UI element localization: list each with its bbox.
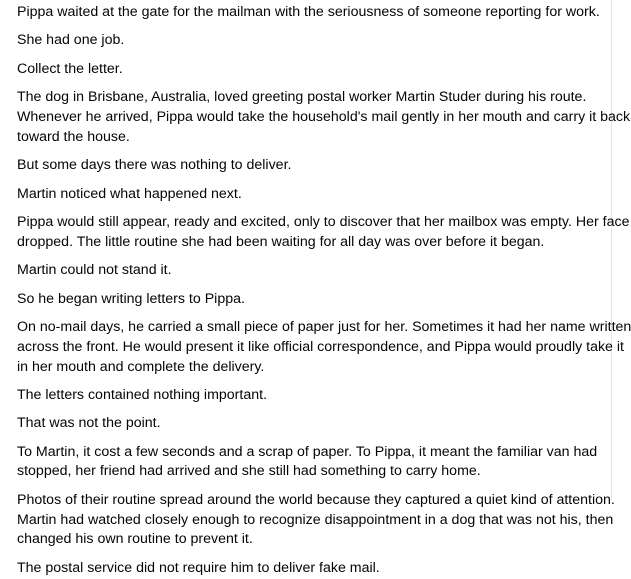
- text-line: Photos of their routine spread around the world because they captured a quiet kind of attention.: [17, 491, 615, 508]
- text-line: To Martin, it cost a few seconds and a scrap of paper. To Pippa, it meant the familiar van had: [17, 443, 598, 460]
- post-paragraph: [17, 213, 630, 253]
- text-line: Pippa would still appear, ready and excited, only to discover that her mailbox was empty. Her face: [17, 213, 630, 230]
- post-paragraph: [17, 386, 611, 406]
- post-paragraph: [17, 559, 611, 579]
- post-paragraph: [17, 443, 611, 483]
- text-line: Martin noticed what happened next.: [17, 185, 242, 202]
- post-paragraph: [17, 156, 611, 176]
- text-line: stopped, her friend had arrived and she still had something to carry home.: [17, 463, 481, 480]
- post-paragraph: [17, 261, 611, 281]
- text-line: The postal service did not require him to deliver fake mail.: [17, 559, 380, 576]
- text-line: across the front. He would present it like official correspondence, and Pippa would proudly take it: [17, 338, 624, 355]
- post-paragraph: [17, 290, 611, 310]
- post-paragraph: [17, 3, 611, 23]
- text-line: She had one job.: [17, 32, 125, 49]
- text-line: Whenever he arrived, Pippa would take the household's mail gently in her mouth and carry it back: [17, 108, 631, 125]
- text-line: That was not the point.: [17, 415, 161, 432]
- text-line: The dog in Brisbane, Australia, loved greeting postal worker Martin Studer during his route.: [17, 89, 587, 106]
- post-paragraph: [17, 185, 611, 205]
- text-line: Collect the letter.: [17, 60, 123, 77]
- text-line: But some days there was nothing to deliver.: [17, 157, 292, 174]
- text-line: Martin had watched closely enough to recognize disappointment in a dog that was not his, then: [17, 511, 614, 528]
- text-line: changed his own routine to prevent it.: [17, 531, 253, 548]
- post-paragraph: [17, 31, 611, 51]
- text-line: The letters contained nothing important.: [17, 386, 268, 403]
- text-line: toward the house.: [17, 128, 130, 145]
- text-line: So he began writing letters to Pippa.: [17, 290, 245, 307]
- post-paragraph: [17, 88, 631, 147]
- post-paragraph: [17, 60, 611, 80]
- text-line: On no-mail days, he carried a small piece of paper just for her. Sometimes it had her name written: [17, 318, 631, 335]
- text-line: Martin could not stand it.: [17, 262, 172, 279]
- text-line: in her mouth and complete the delivery.: [17, 358, 265, 375]
- post-paragraph: [17, 318, 631, 377]
- post-paragraph: [17, 414, 611, 434]
- post-paragraph: [17, 491, 615, 550]
- text-line: Pippa waited at the gate for the mailman with the seriousness of someone reporting for work.: [17, 4, 600, 20]
- text-line: dropped. The little routine she had been waiting for all day was over before it began.: [17, 233, 545, 250]
